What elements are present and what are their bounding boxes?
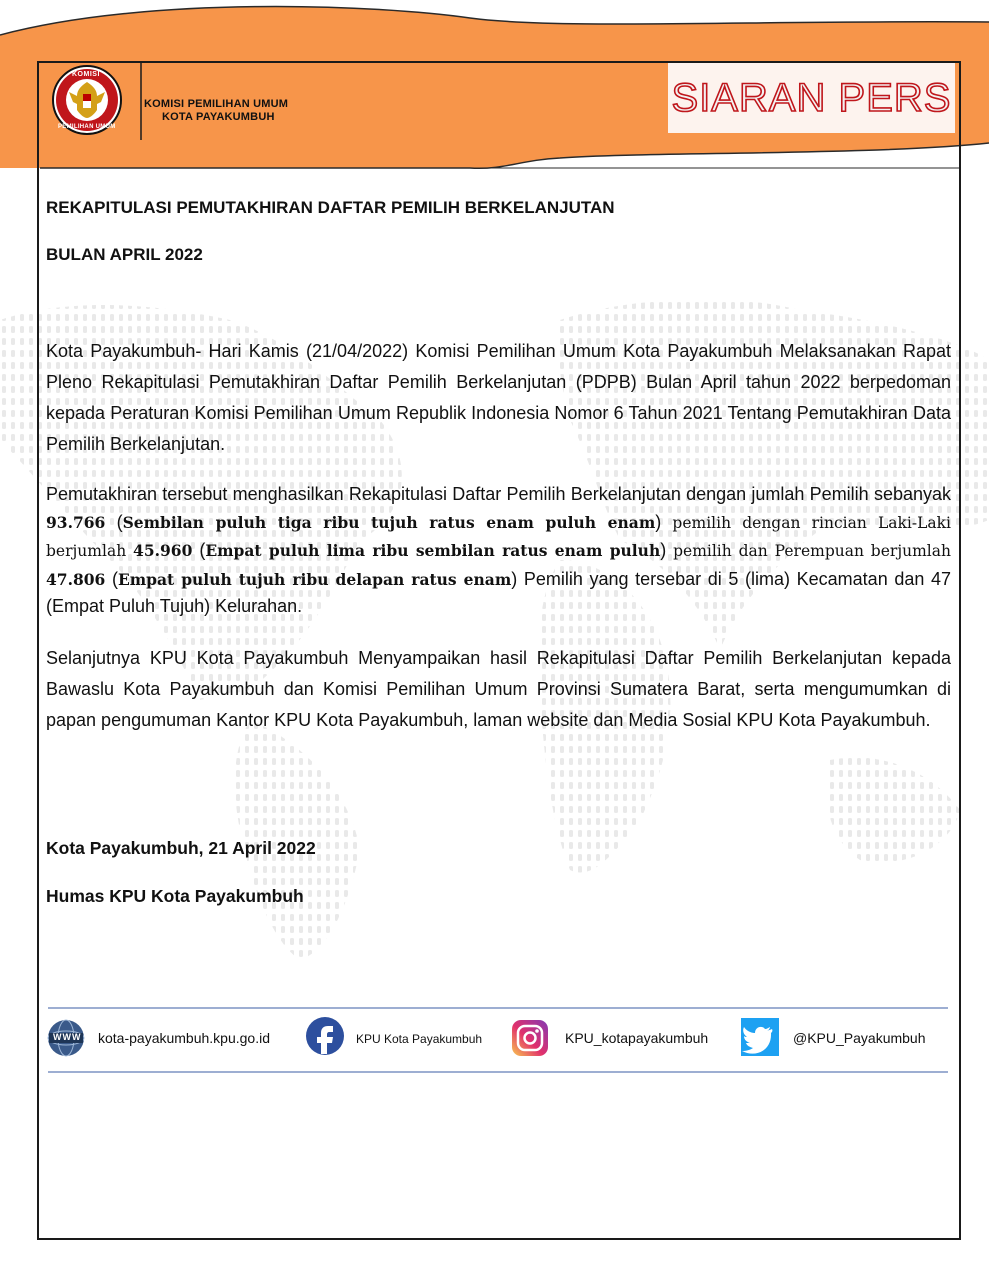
male-voters-words: Empat puluh lima ribu sembilan ratus enam puluh (205, 541, 661, 560)
badge-text: SIARAN PERS (671, 75, 952, 120)
org-line-2: KOTA PAYAKUMBUH (162, 111, 275, 123)
paragraph-2: Pemutakhiran tersebut menghasilkan Rekapitulasi Daftar Pemilih Berkelanjutan dengan jumlah Pemilih sebanyak 93.766 (Sembilan puluh tiga ribu tujuh ratus enam puluh enam) pemilih dengan rincian Laki-Laki berjumlah 45.960 (Empat puluh lima ribu sembilan ratus enam puluh) pemilih dan Perempuan berjumlah 47.806 (Empat puluh tujuh ribu delapan ratus enam) Pemilih yang tersebar di 5 (lima) Kecamatan dan 47 (Empat Puluh Tujuh) Kelurahan. (46, 484, 951, 616)
p2-text-d: Pemilih yang tersebar di 5 (lima) Kecamatan dan 47 (Empat Puluh Tujuh) Kelurahan. (46, 568, 951, 616)
logo-text-top: KOMISI (72, 71, 100, 78)
p2-text-a: Pemutakhiran tersebut menghasilkan Rekapitulasi Daftar Pemilih Berkelanjutan dengan jumlah Pemilih sebanyak (46, 484, 951, 504)
instagram-icon (512, 1020, 548, 1056)
logo-text-bottom: PEMILIHAN UMUM (58, 124, 116, 130)
document-subtitle: BULAN APRIL 2022 (46, 245, 203, 264)
twitter-icon (741, 1018, 779, 1056)
paragraph-1: Kota Payakumbuh- Hari Kamis (21/04/2022) Komisi Pemilihan Umum Kota Payakumbuh Melaksanakan Rapat Pleno Rekapitulasi Pemutakhiran Daftar Pemilih Berkelanjutan (PDPB) Bulan April tahun 2022 berpedoman kepada Peraturan Komisi Pemilihan Umum Republik Indonesia Nomor 6 Tahun 2021 Tentang Pemutakhiran Data Pemilih Berkelanjutan. (46, 341, 951, 454)
press-release-badge (668, 63, 955, 133)
male-voters: 45.960 (133, 541, 193, 560)
facebook-link[interactable]: KPU Kota Payakumbuh (356, 1032, 483, 1046)
p2-text-b: pemilih dengan rincian Laki-Laki berjumlah (46, 513, 951, 560)
organization-name (144, 98, 288, 124)
total-voters: 93.766 (46, 512, 106, 532)
instagram-link[interactable]: KPU_kotapayakumbuh (565, 1030, 709, 1046)
www-label: WWW (53, 1032, 82, 1042)
p2-text-c: pemilih dan Perempuan berjumlah (666, 542, 951, 560)
place-date: Kota Payakumbuh, 21 April 2022 (46, 838, 316, 858)
org-line-1: KOMISI PEMILIHAN UMUM (144, 98, 289, 110)
total-voters-words: Sembilan puluh tiga ribu tujuh ratus enam puluh enam (122, 512, 656, 532)
signature-author: Humas KPU Kota Payakumbuh (46, 886, 304, 906)
twitter-link[interactable]: @KPU_Payakumbuh (793, 1030, 926, 1046)
female-voters: 47.806 (46, 569, 106, 589)
website-link[interactable]: kota-payakumbuh.kpu.go.id (98, 1030, 270, 1046)
facebook-icon (306, 1017, 344, 1055)
female-voters-words: Empat puluh tujuh ribu delapan ratus enam (117, 569, 512, 589)
document-title: REKAPITULASI PEMUTAKHIRAN DAFTAR PEMILIH BERKELANJUTAN (46, 198, 615, 217)
paragraph-3: Selanjutnya KPU Kota Payakumbuh Menyampaikan hasil Rekapitulasi Daftar Pemilih Berkelanjutan kepada Bawaslu Kota Payakumbuh dan Komisi Pemilihan Umum Provinsi Sumatera Barat, serta mengumumkan di papan pengumuman Kantor KPU Kota Payakumbuh, laman website dan Media Sosial KPU Kota Payakumbuh. (46, 648, 951, 730)
